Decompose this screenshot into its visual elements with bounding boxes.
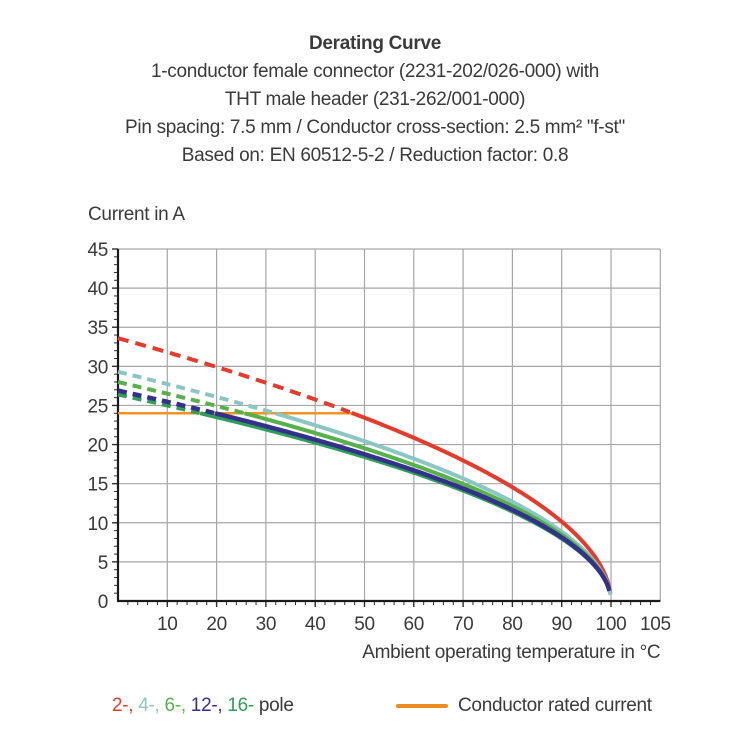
legend-pole-suffix: pole [253,695,294,716]
legend-pole-item: 4-, [138,695,165,716]
x-tick-label: 60 [403,614,425,635]
x-tick-label: 90 [551,614,572,635]
chart-subtitle-4: Based on: EN 60512-5-2 / Reduction factor: 0.8 [181,145,569,166]
y-tick-label: 5 [97,552,108,574]
y-tick-label: 30 [87,357,108,379]
legend-pole-item: 16- [227,695,254,716]
legend-pole-item: 12-, [190,695,228,716]
x-tick-label: 70 [452,614,474,635]
legend-pole-item: 2-, [112,695,139,716]
y-tick-label: 25 [87,396,108,418]
x-tick-label: 10 [157,614,178,635]
chart-subtitle-1: 1-conductor female connector (2231-202/026-000) with [150,61,600,82]
x-tick-label: 20 [206,614,227,635]
legend-poles [112,695,294,717]
chart-title: Derating Curve [308,33,441,54]
rated-current-label: Conductor rated current [458,695,652,716]
curve-2-pole-solid [352,413,611,594]
curve-16-pole-solid [200,413,609,591]
y-tick-label: 40 [87,279,108,301]
x-tick-label: 50 [354,614,375,635]
y-tick-label: 20 [87,435,108,457]
x-tick-label: 40 [304,614,326,635]
y-tick-label: 15 [87,474,108,496]
y-tick-label: 0 [97,592,108,613]
y-axis-title: Current in A [88,204,185,225]
chart-subtitle-2: THT male header (231-262/001-000) [224,89,526,110]
y-tick-label: 45 [87,240,108,262]
y-tick-label: 35 [87,318,108,340]
chart-subtitle-3: Pin spacing: 7.5 mm / Conductor cross-section: 2.5 mm² "f-st" [125,117,625,138]
x-tick-label: 80 [502,614,523,635]
x-tick-label: 105 [639,614,671,635]
legend-pole-item: 6-, [164,695,191,716]
y-tick-label: 10 [87,513,108,535]
x-axis-title: Ambient operating temperature in °C [362,642,661,663]
curve-12-pole-solid [215,413,609,590]
curve-16-pole-dashed [118,395,199,414]
rated-current-swatch [396,704,448,708]
x-tick-label: 100 [595,614,627,635]
x-tick-label: 30 [255,614,277,635]
